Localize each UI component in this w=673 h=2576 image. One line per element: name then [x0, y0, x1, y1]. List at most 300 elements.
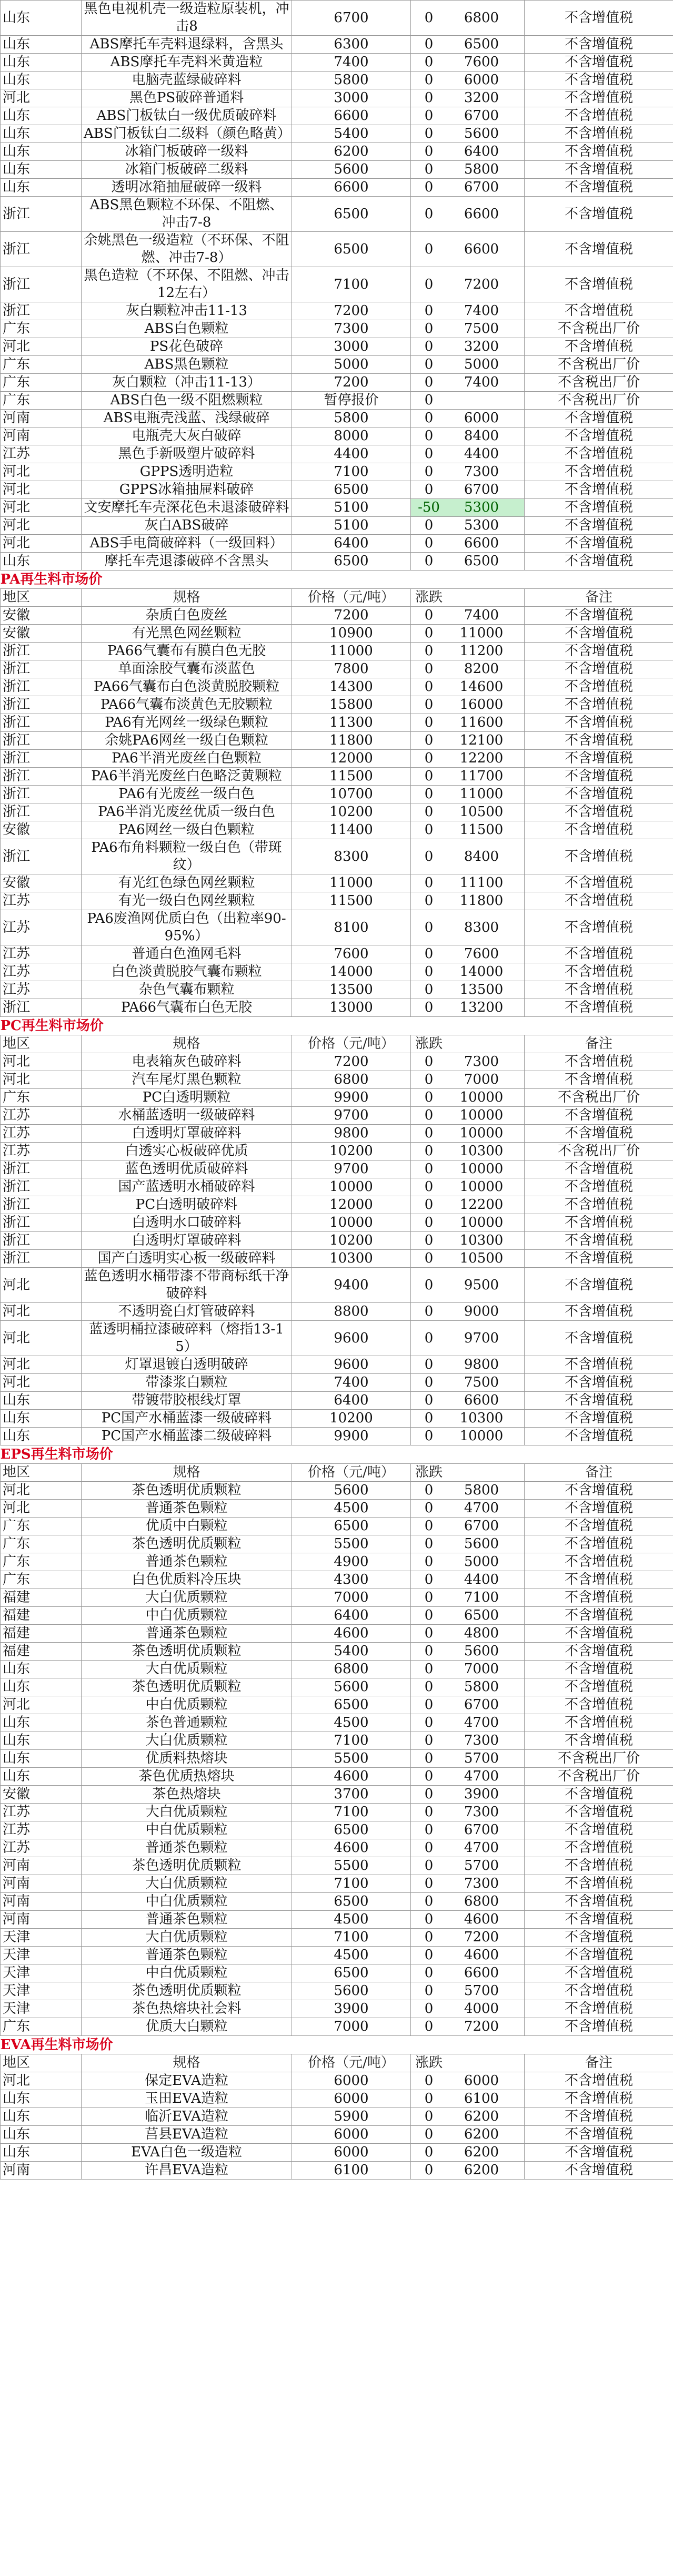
cell-spec: 规格: [82, 2054, 292, 2072]
change-value: 0: [424, 1768, 434, 1784]
cell-change: [411, 1911, 525, 1929]
cell-change: [411, 392, 525, 410]
cell-price: 5600: [292, 1482, 411, 1500]
cell-spec: 白透实心板破碎优质: [82, 1143, 292, 1160]
table-row: [1, 267, 673, 302]
cell-region: 地区: [1, 1464, 82, 1482]
cell-region: 浙江: [1, 714, 82, 732]
change-value: 0: [424, 206, 434, 222]
table-row: [1, 1589, 673, 1607]
yesterday-price: 7600: [464, 54, 499, 70]
cell-price: 7400: [292, 54, 411, 72]
cell-spec: 冰箱门板破碎一级料: [82, 143, 292, 161]
cell-region: 广东: [1, 1553, 82, 1571]
cell-price: 9700: [292, 1160, 411, 1178]
cell-price: 5600: [292, 161, 411, 179]
cell-region: 天津: [1, 1947, 82, 1964]
cell-price: 价格（元/吨）: [292, 1035, 411, 1053]
yesterday-price: 7400: [464, 374, 499, 390]
cell-change: [411, 2018, 525, 2036]
table-row: [1, 1678, 673, 1696]
header-row: [1, 589, 673, 607]
cell-spec: 余姚PA6网丝一级白色颗粒: [82, 732, 292, 750]
yesterday-price: 7000: [464, 1661, 499, 1677]
cell-region: 河南: [1, 1911, 82, 1929]
cell-change: [411, 1178, 525, 1196]
cell-change: [411, 1804, 525, 1821]
yesterday-price: 4400: [464, 1572, 499, 1587]
cell-spec: 电脑壳蓝绿破碎料: [82, 72, 292, 89]
cell-region: 浙江: [1, 732, 82, 750]
table-row: [1, 1143, 673, 1160]
cell-note: 不含增值税: [525, 143, 673, 161]
change-value: 0: [424, 1054, 434, 1070]
yesterday-price: 6000: [464, 410, 499, 426]
cell-region: 山东: [1, 553, 82, 571]
cell-region: 天津: [1, 1929, 82, 1947]
cell-change: [411, 374, 525, 392]
cell-price: 5100: [292, 517, 411, 535]
cell-price: 9800: [292, 1125, 411, 1143]
cell-region: 河北: [1, 517, 82, 535]
change-value: 0: [424, 553, 434, 569]
cell-spec: 冰箱门板破碎二级料: [82, 161, 292, 179]
cell-spec: 茶色透明优质颗粒: [82, 1857, 292, 1875]
cell-change: [411, 589, 525, 607]
cell-change: [411, 678, 525, 696]
table-row: [1, 1857, 673, 1875]
cell-spec: 茶色热熔块: [82, 1786, 292, 1804]
yesterday-price: 12200: [459, 750, 504, 766]
cell-change: [411, 2144, 525, 2162]
cell-spec: ABS白色一级不阻燃颗粒: [82, 392, 292, 410]
cell-change: [411, 1053, 525, 1071]
change-value: 0: [424, 357, 434, 372]
table-row: [1, 1768, 673, 1786]
table-row: [1, 1, 673, 36]
cell-region: 山东: [1, 54, 82, 72]
cell-note: 不含增值税: [525, 999, 673, 1017]
table-row: [1, 1911, 673, 1929]
change-value: 0: [424, 1143, 434, 1159]
cell-spec: 透明冰箱抽屉破碎一级料: [82, 179, 292, 197]
table-row: [1, 1786, 673, 1804]
cell-note: 不含增值税: [525, 197, 673, 232]
change-value: 0: [424, 919, 434, 935]
yesterday-price: 7300: [464, 1733, 499, 1748]
cell-change: [411, 72, 525, 89]
cell-price: 14300: [292, 678, 411, 696]
cell-note: 不含增值税: [525, 1839, 673, 1857]
cell-change: [411, 161, 525, 179]
table-row: [1, 374, 673, 392]
cell-price: 5500: [292, 1857, 411, 1875]
cell-region: 河南: [1, 1893, 82, 1911]
cell-note: 不含增值税: [525, 72, 673, 89]
cell-note: 不含增值税: [525, 1786, 673, 1804]
cell-change: [411, 1, 525, 36]
yesterday-price: 4400: [464, 446, 499, 462]
table-row: [1, 1178, 673, 1196]
yesterday-price: 6700: [464, 1822, 499, 1838]
change-value: 0: [424, 1000, 434, 1015]
cell-change: [411, 535, 525, 553]
cell-spec: 中白优质颗粒: [82, 1964, 292, 1982]
cell-price: 4500: [292, 1911, 411, 1929]
yesterday-price: 4700: [464, 1768, 499, 1784]
table-row: [1, 1750, 673, 1768]
cell-note: 不含增值税: [525, 1374, 673, 1392]
cell-region: 山东: [1, 1392, 82, 1410]
cell-note: 不含增值税: [525, 963, 673, 981]
cell-price: 6300: [292, 36, 411, 54]
cell-note: 不含增值税: [525, 1410, 673, 1428]
cell-change: [411, 1392, 525, 1410]
cell-note: 不含增值税: [525, 338, 673, 356]
yesterday-price: 10300: [459, 1410, 504, 1426]
change-value: 0: [424, 339, 434, 354]
change-value: 0: [424, 1733, 434, 1748]
change-value: -50: [418, 500, 440, 515]
cell-region: 浙江: [1, 1214, 82, 1232]
change-value: 0: [424, 1233, 434, 1248]
yesterday-price: 6500: [464, 1607, 499, 1623]
change-value: 0: [424, 1277, 434, 1293]
cell-note: 不含增值税: [525, 910, 673, 945]
yesterday-price: 8400: [464, 428, 499, 444]
cell-price: 10000: [292, 1214, 411, 1232]
cell-note: 不含增值税: [525, 1804, 673, 1821]
cell-region: 河北: [1, 1321, 82, 1356]
cell-change: [411, 1678, 525, 1696]
cell-change: [411, 2000, 525, 2018]
cell-price: 6500: [292, 481, 411, 499]
cell-price: 6500: [292, 1964, 411, 1982]
table-row: [1, 1661, 673, 1678]
cell-price: 6000: [292, 2090, 411, 2108]
cell-region: 江苏: [1, 1107, 82, 1125]
cell-note: 不含增值税: [525, 643, 673, 660]
cell-region: 山东: [1, 72, 82, 89]
cell-change: [411, 499, 525, 517]
table-row: [1, 803, 673, 821]
cell-region: 山东: [1, 36, 82, 54]
cell-price: 11000: [292, 643, 411, 660]
table-row: [1, 392, 673, 410]
cell-spec: ABS电瓶壳浅蓝、浅绿破碎: [82, 410, 292, 427]
cell-region: 河北: [1, 2072, 82, 2090]
cell-price: 10200: [292, 1232, 411, 1250]
cell-region: 浙江: [1, 302, 82, 320]
cell-spec: 余姚黑色一级造粒（不环保、不阻燃、冲击7-8）: [82, 232, 292, 267]
yesterday-price: 11000: [459, 625, 504, 641]
yesterday-price: 5000: [464, 1554, 499, 1570]
yesterday-price: 6600: [464, 241, 499, 257]
cell-price: 4500: [292, 1714, 411, 1732]
cell-change: [411, 553, 525, 571]
yesterday-price: 7400: [464, 303, 499, 319]
yesterday-price: 6800: [464, 1893, 499, 1909]
cell-note: 不含增值税: [525, 1500, 673, 1518]
yesterday-price: 6500: [464, 36, 499, 52]
yesterday-price: 10000: [459, 1161, 504, 1177]
cell-note: 不含增值税: [525, 1553, 673, 1571]
cell-note: 不含增值税: [525, 768, 673, 786]
cell-spec: 普通白色渔网毛料: [82, 945, 292, 963]
table-row: [1, 1982, 673, 2000]
cell-spec: 规格: [82, 589, 292, 607]
cell-note: 不含增值税: [525, 1250, 673, 1268]
change-value: 0: [424, 2109, 434, 2124]
cell-change: [411, 481, 525, 499]
change-value: 0: [424, 1715, 434, 1730]
cell-region: 山东: [1, 2126, 82, 2144]
table-row: [1, 1232, 673, 1250]
yesterday-price: 5700: [464, 1750, 499, 1766]
cell-price: 12000: [292, 1196, 411, 1214]
cell-region: 广东: [1, 320, 82, 338]
yesterday-price: 12200: [459, 1197, 504, 1213]
cell-change: [411, 910, 525, 945]
cell-note: 不含增值税: [525, 1160, 673, 1178]
yesterday-price: 6700: [464, 108, 499, 124]
cell-price: 4900: [292, 1553, 411, 1571]
change-value: 0: [424, 2019, 434, 2034]
cell-spec: 有光黑色网丝颗粒: [82, 625, 292, 643]
yesterday-price: 7300: [464, 1804, 499, 1820]
cell-note: 不含增值税: [525, 1107, 673, 1125]
cell-price: 9700: [292, 1107, 411, 1125]
cell-spec: 中白优质颗粒: [82, 1696, 292, 1714]
change-value: 0: [424, 410, 434, 426]
change-value: 0: [424, 1357, 434, 1372]
cell-change: [411, 750, 525, 768]
change-value: 0: [424, 1786, 434, 1802]
cell-note: 不含增值税: [525, 1518, 673, 1535]
table-row: [1, 607, 673, 625]
change-value: 0: [424, 1125, 434, 1141]
yesterday-price: 10000: [459, 1125, 504, 1141]
table-row: [1, 2108, 673, 2126]
table-row: [1, 963, 673, 981]
yesterday-price: 9500: [464, 1277, 499, 1293]
table-row: [1, 1125, 673, 1143]
cell-spec: 灰白颗粒冲击11-13: [82, 302, 292, 320]
change-value: 0: [424, 2091, 434, 2106]
cell-price: 10200: [292, 803, 411, 821]
cell-spec: 普通茶色颗粒: [82, 1553, 292, 1571]
cell-change: [411, 1089, 525, 1107]
cell-price: 3000: [292, 338, 411, 356]
cell-spec: 普通茶色颗粒: [82, 1839, 292, 1857]
cell-note: 不含增值税: [525, 2090, 673, 2108]
change-value: 0: [424, 2144, 434, 2160]
cell-region: 河北: [1, 1374, 82, 1392]
cell-spec: 保定EVA造粒: [82, 2072, 292, 2090]
cell-price: 9400: [292, 1268, 411, 1303]
cell-region: 江苏: [1, 1125, 82, 1143]
change-value: 0: [424, 1697, 434, 1713]
cell-change: [411, 445, 525, 463]
cell-price: 3700: [292, 1786, 411, 1804]
change-value: 0: [424, 750, 434, 766]
cell-region: 浙江: [1, 803, 82, 821]
yesterday-price: 5800: [464, 1482, 499, 1498]
yesterday-price: 7200: [464, 276, 499, 292]
yesterday-price: 7300: [464, 1876, 499, 1891]
table-row: [1, 232, 673, 267]
table-row: [1, 1964, 673, 1982]
cell-spec: 大白优质颗粒: [82, 1929, 292, 1947]
yesterday-price: 6200: [464, 2162, 499, 2178]
table-row: [1, 197, 673, 232]
cell-price: 7000: [292, 2018, 411, 2036]
cell-price: 5800: [292, 410, 411, 427]
table-row: [1, 1875, 673, 1893]
cell-price: 5000: [292, 356, 411, 374]
change-value: 0: [424, 1374, 434, 1390]
cell-spec: 杂色气囊布颗粒: [82, 981, 292, 999]
header-row: [1, 2054, 673, 2072]
section-title: PA再生料市场价: [0, 572, 103, 587]
table-row: [1, 2000, 673, 2018]
cell-note: 不含增值税: [525, 1392, 673, 1410]
cell-region: 江苏: [1, 445, 82, 463]
cell-region: 江苏: [1, 910, 82, 945]
yesterday-price: 11200: [459, 643, 504, 659]
table-row: [1, 1643, 673, 1661]
change-value: 0: [424, 1392, 434, 1408]
cell-change: [411, 410, 525, 427]
cell-change: [411, 1875, 525, 1893]
cell-price: 7100: [292, 463, 411, 481]
change-value: 0: [424, 1929, 434, 1945]
cell-price: 6500: [292, 197, 411, 232]
yesterday-price: 4000: [464, 2001, 499, 2017]
change-value: 0: [424, 1965, 434, 1981]
cell-price: 6800: [292, 1661, 411, 1678]
cell-spec: 汽车尾灯黑色颗粒: [82, 1071, 292, 1089]
cell-change: [411, 1464, 525, 1482]
cell-note: 不含增值税: [525, 1696, 673, 1714]
table-row: [1, 1428, 673, 1445]
cell-spec: 中白优质颗粒: [82, 1607, 292, 1625]
cell-note: 不含增值税: [525, 981, 673, 999]
yesterday-price: 10000: [459, 1179, 504, 1195]
cell-price: 价格（元/吨）: [292, 589, 411, 607]
yesterday-price: 10000: [459, 1428, 504, 1444]
cell-price: 6500: [292, 1893, 411, 1911]
change-value: 0: [424, 90, 434, 106]
cell-spec: 莒县EVA造粒: [82, 2126, 292, 2144]
cell-price: 6500: [292, 1696, 411, 1714]
cell-price: 6600: [292, 179, 411, 197]
change-value: 0: [424, 2001, 434, 2017]
cell-price: 4300: [292, 1571, 411, 1589]
cell-note: 不含增值税: [525, 1732, 673, 1750]
cell-note: 不含增值税: [525, 2072, 673, 2090]
yesterday-price: 6600: [464, 535, 499, 551]
table-row: [1, 678, 673, 696]
cell-region: 山东: [1, 1428, 82, 1445]
yesterday-price: 11000: [459, 786, 504, 802]
cell-change: [411, 1410, 525, 1428]
cell-region: 浙江: [1, 232, 82, 267]
table-row: [1, 1071, 673, 1089]
cell-spec: PS花色破碎: [82, 338, 292, 356]
cell-region: 江苏: [1, 1143, 82, 1160]
cell-price: 6000: [292, 2126, 411, 2144]
change-value: 0: [424, 1858, 434, 1874]
yesterday-price: 6700: [464, 482, 499, 497]
cell-change: [411, 1303, 525, 1321]
cell-note: 不含增值税: [525, 1821, 673, 1839]
change-value: 0: [424, 1822, 434, 1838]
table-row: [1, 36, 673, 54]
cell-change: [411, 981, 525, 999]
cell-price: 5900: [292, 2108, 411, 2126]
table-row: [1, 1392, 673, 1410]
cell-note: 备注: [525, 1464, 673, 1482]
table-row: [1, 892, 673, 910]
yesterday-price: 11800: [459, 893, 504, 909]
section-title-row: [1, 2036, 673, 2054]
table-row: [1, 786, 673, 803]
cell-region: 江苏: [1, 1804, 82, 1821]
change-value: 0: [424, 1304, 434, 1319]
cell-region: 浙江: [1, 1250, 82, 1268]
cell-spec: PA66气囊布有膜白色无胶: [82, 643, 292, 660]
change-value: 0: [424, 661, 434, 677]
table-row: [1, 107, 673, 125]
change-value: 涨跌: [415, 1036, 443, 1052]
cell-region: 山东: [1, 143, 82, 161]
change-value: 0: [424, 54, 434, 70]
cell-price: 12000: [292, 750, 411, 768]
change-value: 0: [424, 1197, 434, 1213]
cell-region: 河北: [1, 1696, 82, 1714]
cell-spec: 茶色优质热熔块: [82, 1768, 292, 1786]
cell-note: 不含增值税: [525, 1857, 673, 1875]
cell-region: 安徽: [1, 607, 82, 625]
cell-region: 浙江: [1, 678, 82, 696]
change-value: 0: [424, 786, 434, 802]
cell-region: 广东: [1, 374, 82, 392]
change-value: 0: [424, 1947, 434, 1963]
table-row: [1, 1714, 673, 1732]
cell-spec: PA66气囊布白色淡黄脱胶颗粒: [82, 678, 292, 696]
change-value: 0: [424, 321, 434, 337]
table-row: [1, 179, 673, 197]
cell-region: 河南: [1, 427, 82, 445]
cell-change: [411, 999, 525, 1017]
cell-price: 价格（元/吨）: [292, 1464, 411, 1482]
cell-note: 不含增值税: [525, 107, 673, 125]
cell-note: 不含增值税: [525, 714, 673, 732]
cell-price: 7200: [292, 607, 411, 625]
cell-spec: 规格: [82, 1035, 292, 1053]
cell-note: 不含增值税: [525, 125, 673, 143]
yesterday-price: 6200: [464, 2109, 499, 2124]
cell-spec: 带镀带胶根线灯罩: [82, 1392, 292, 1410]
cell-region: 山东: [1, 107, 82, 125]
yesterday-price: 11500: [459, 822, 504, 838]
cell-region: 山东: [1, 1714, 82, 1732]
cell-region: 广东: [1, 1571, 82, 1589]
change-value: 0: [424, 1536, 434, 1552]
cell-region: 安徽: [1, 1786, 82, 1804]
yesterday-price: 6800: [464, 9, 499, 26]
